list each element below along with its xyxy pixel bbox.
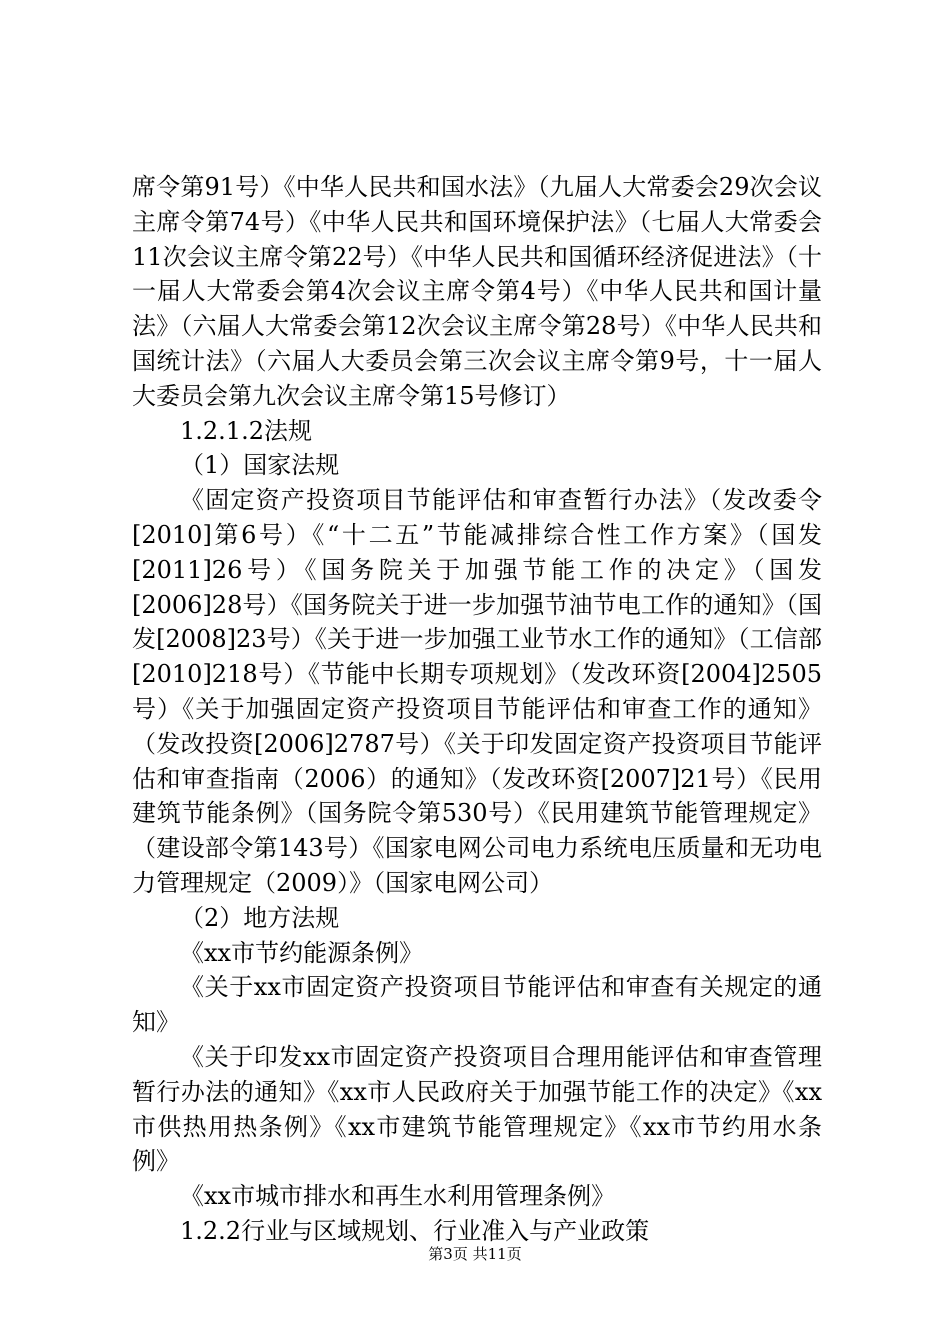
paragraph-local-regulation-1: 《xx市节约能源条例》 xyxy=(180,938,424,967)
paragraph-local-regulation-3: 《关于印发xx市固定资产投资项目合理用能评估和审查管理暂行办法的通知》《xx市人民政府关于加强节能工作的决定》《xx市供热用热条例》《xx市建筑节能管理规定》《xx市节约用水条例》 xyxy=(132,1042,822,1176)
document-body xyxy=(132,170,822,1249)
paragraph-national-regulations: 《固定资产投资项目节能评估和审查暂行办法》（发改委令[2010]第6号）《“十二五”节能减排综合性工作方案》（国发[2011]26号）《国务院关于加强节能工作的决定》（国发[2006]28号）《国务院关于进一步加强节油节电工作的通知》（国发[2008]23号）《关于进一步加强工业节水工作的通知》（工信部[2010]218号）《节能中长期专项规划》（发改环资[2004]2505号）《关于加强固定资产投资项目节能评估和审查工作的通知》（发改投资[2006]2787号）《关于印发固定资产投资项目节能评估和审查指南（2006）的通知》（发改环资[2007]21号）《民用建筑节能条例》（国务院令第530号）《民用建筑节能管理规定》（建设部令第143号）《国家电网公司电力系统电压质量和无功电力管理规定（2009）》（国家电网公司） xyxy=(132,486,822,897)
paragraph-local-regulation-4: 《xx市城市排水和再生水利用管理条例》 xyxy=(180,1182,616,1211)
subheading-national-regulations: （1）国家法规 xyxy=(180,451,340,480)
paragraph-laws-list: 席令第91号）《中华人民共和国水法》（九届人大常委会29次会议主席令第74号）《中华人民共和国环境保护法》（七届人大常委会11次会议主席令第22号）《中华人民共和国循环经济促进法》（十一届人大常委会第4次会议主席令第4号）《中华人民共和国计量法》（六届人大常委会第12次会议主席令第28号）《中华人民共和国统计法》（六届人大委员会第三次会议主席令第9号，十一届人大委员会第九次会议主席令第15号修订） xyxy=(132,173,822,410)
paragraph-local-regulation-2: 《关于xx市固定资产投资项目节能评估和审查有关规定的通知》 xyxy=(132,973,822,1037)
subheading-local-regulations: （2）地方法规 xyxy=(180,903,340,932)
section-heading-industry-planning: 1.2.2行业与区域规划、行业准入与产业政策 xyxy=(180,1216,650,1245)
section-heading-regulations: 1.2.1.2法规 xyxy=(180,416,312,445)
page-footer: 第3页 共11页 xyxy=(428,1245,522,1263)
